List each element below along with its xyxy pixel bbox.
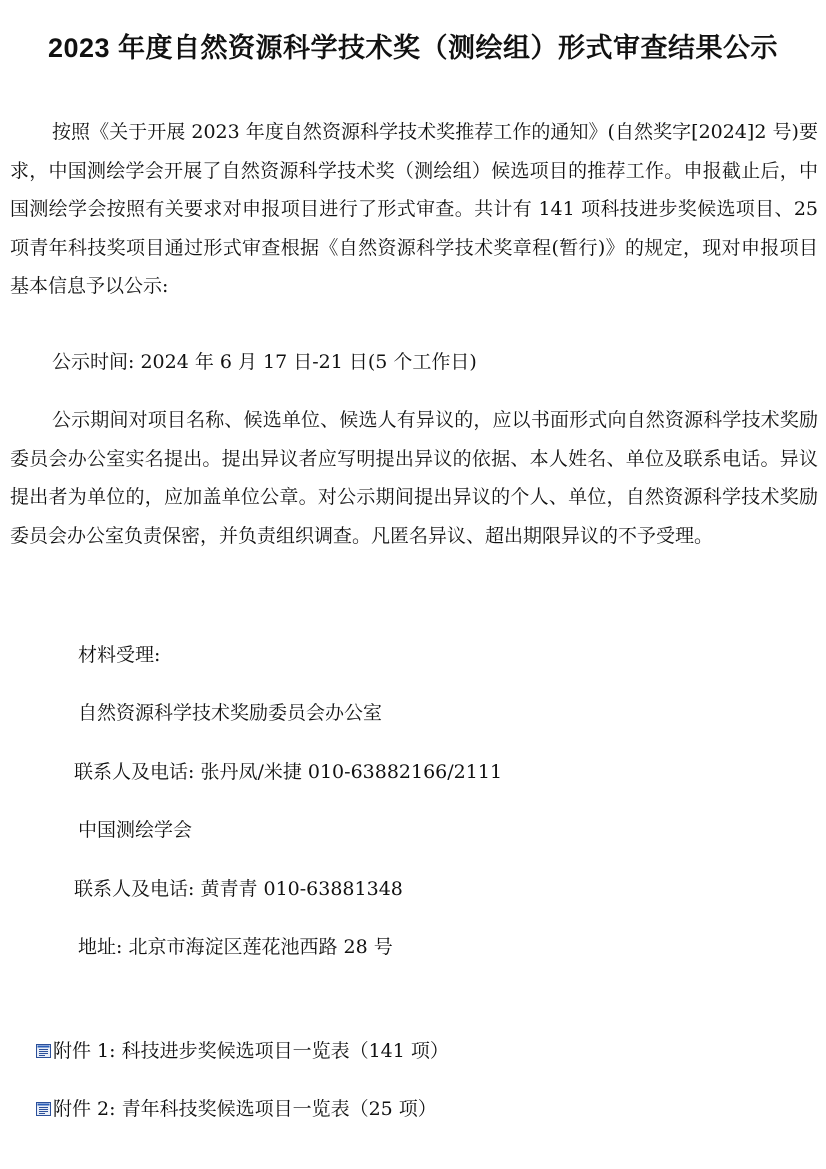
society-contact: 联系人及电话: 黄青青 010-63881348 <box>74 878 403 900</box>
objection-paragraph: 公示期间对项目名称、候选单位、候选人有异议的，应以书面形式向自然资源科学技术奖励委员会办公室实名提出。提出异议者应写明提出异议的依据、本人姓名、单位及联系电话。异议提出者为单位的，应加盖单位公章。对公示期间提出异议的个人、单位，自然资源科学技术奖励委员会办公室负责保密，并负责组织调查。凡匿名异议、超出期限异议的不予受理。 <box>10 409 818 547</box>
attachment-link-1[interactable] <box>36 1039 449 1063</box>
attachment-label[interactable]: 附件 2: 青年科技奖候选项目一览表（25 项） <box>53 1098 437 1120</box>
office-contact: 联系人及电话: 张丹凤/米捷 010-63882166/2111 <box>74 761 503 783</box>
address: 地址: 北京市海淀区莲花池西路 28 号 <box>78 936 393 958</box>
page-title: 2023 年度自然资源科学技术奖（测绘组）形式审查结果公示 <box>47 33 779 63</box>
document-icon <box>36 1102 51 1116</box>
materials-label: 材料受理: <box>78 644 161 666</box>
office-name: 自然资源科学技术奖励委员会办公室 <box>78 702 383 724</box>
intro-paragraph: 按照《关于开展 2023 年度自然资源科学技术奖推荐工作的通知》(自然奖字[2024]2 号)要求，中国测绘学会开展了自然资源科学技术奖（测绘组）候选项目的推荐工作。申报截止后，中国测绘学会按照有关要求对申报项目进行了形式审查。共计有 141 项科技进步奖候选项目、25 项青年科技奖项目通过形式审查根据《自然资源科学技术奖章程(暂行)》的规定，现对申报项目基本信息予以公示: <box>10 121 818 298</box>
society-name: 中国测绘学会 <box>78 819 193 841</box>
attachment-link-2[interactable] <box>36 1097 437 1121</box>
attachment-label[interactable]: 附件 1: 科技进步奖候选项目一览表（141 项） <box>53 1040 449 1062</box>
document-icon <box>36 1044 51 1058</box>
publicity-period: 公示时间: 2024 年 6 月 17 日-21 日(5 个工作日) <box>52 351 477 373</box>
